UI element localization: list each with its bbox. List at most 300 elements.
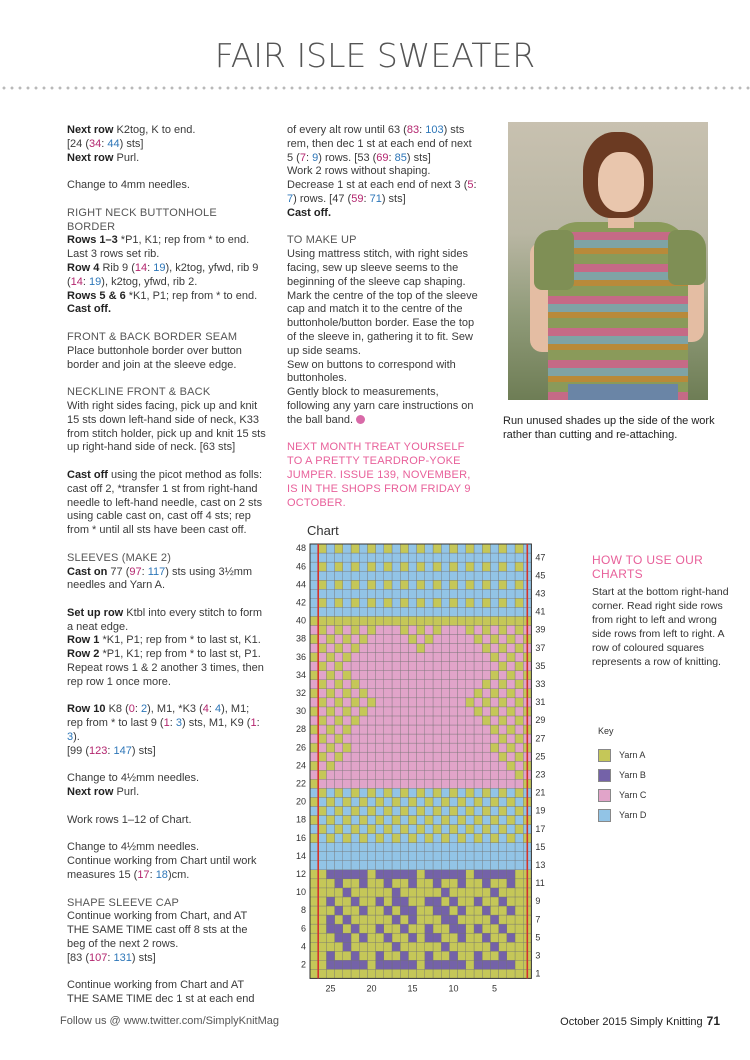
chart-cell (408, 598, 416, 607)
chart-cell (359, 951, 367, 960)
chart-cell (408, 843, 416, 852)
chart-cell (408, 797, 416, 806)
chart-cell (310, 969, 318, 978)
chart-cell (482, 635, 490, 644)
chart-cell (376, 897, 384, 906)
how-to-box (592, 553, 732, 669)
chart-cell (392, 933, 400, 942)
chart-cell (310, 571, 318, 580)
chart-cell (449, 625, 457, 634)
chart-cell (351, 725, 359, 734)
size-value: 107 (89, 951, 108, 964)
row-label: Set up row (67, 606, 124, 619)
chart-cell (490, 897, 498, 906)
chart-cell (499, 571, 507, 580)
chart-cell (433, 707, 441, 716)
chart-cell (417, 816, 425, 825)
chart-cell (359, 553, 367, 562)
chart-cell (441, 924, 449, 933)
chart-cell (392, 906, 400, 915)
chart-cell (515, 915, 523, 924)
chart-cell (343, 897, 351, 906)
tick-label: 3 (535, 950, 541, 961)
chart-cell (326, 716, 334, 725)
chart-cell (458, 825, 466, 834)
chart-cell (417, 635, 425, 644)
chart-cell (376, 770, 384, 779)
text: ), M1; rep from * to last 9 ( (67, 703, 250, 730)
chart-cell (515, 562, 523, 571)
chart-cell (400, 915, 408, 924)
chart-cell (417, 888, 425, 897)
chart-cell (359, 716, 367, 725)
chart-cell (384, 834, 392, 843)
chart-cell (335, 607, 343, 616)
chart-cell (515, 580, 523, 589)
chart-cell (367, 635, 375, 644)
chart-cell (376, 698, 384, 707)
chart-cell (359, 625, 367, 634)
chart-cell (490, 644, 498, 653)
chart-cell (318, 644, 326, 653)
chart-cell (507, 580, 515, 589)
chart-cell (425, 797, 433, 806)
chart-cell (392, 734, 400, 743)
chart-cell (335, 562, 343, 571)
chart-cell (326, 924, 334, 933)
size-value: 83 (406, 124, 420, 136)
chart-cell (417, 562, 425, 571)
chart-cell (507, 644, 515, 653)
chart-cell (384, 625, 392, 634)
chart-cell (466, 843, 474, 852)
text: ) sts, M1, K9 ( (181, 717, 251, 730)
chart-cell (499, 698, 507, 707)
chart-cell (335, 698, 343, 707)
chart-cell (417, 716, 425, 725)
chart-cell (474, 897, 482, 906)
chart-cell (351, 825, 359, 834)
chart-cell (433, 662, 441, 671)
chart-cell (335, 743, 343, 752)
chart-cell (359, 825, 367, 834)
chart-cell (326, 743, 334, 752)
chart-cell (359, 671, 367, 680)
chart-cell (441, 779, 449, 788)
chart-cell (474, 879, 482, 888)
chart-cell (359, 960, 367, 969)
text: *K1, P1; rep from * to end. (125, 289, 258, 302)
tick-label: 41 (535, 606, 546, 617)
chart-cell (490, 707, 498, 716)
chart-cell (458, 644, 466, 653)
chart-cell (376, 779, 384, 788)
size-value: 7 (287, 192, 294, 205)
chart-cell (458, 707, 466, 716)
chart-cell (384, 607, 392, 616)
tick-label: 8 (300, 905, 306, 916)
chart-cell (458, 951, 466, 960)
tick-label: 16 (295, 832, 306, 843)
chart-cell (490, 770, 498, 779)
size-value: 71 (369, 192, 382, 205)
text: Change to 4½mm needles. (67, 841, 200, 854)
chart-cell (417, 897, 425, 906)
chart-cell (359, 607, 367, 616)
chart-cell (482, 852, 490, 861)
chart-cell (482, 752, 490, 761)
chart-cell (408, 752, 416, 761)
text: [83 ( (67, 951, 90, 964)
chart-cell (515, 752, 523, 761)
tick-label: 6 (300, 923, 306, 934)
chart-cell (507, 770, 515, 779)
chart-cell (433, 843, 441, 852)
chart-cell (343, 825, 351, 834)
chart-cell (490, 960, 498, 969)
chart-cell (367, 861, 375, 870)
chart-cell (433, 680, 441, 689)
chart-cell (499, 553, 507, 562)
chart-cell (466, 662, 474, 671)
chart-cell (482, 607, 490, 616)
chart-cell (392, 924, 400, 933)
chart-cell (417, 653, 425, 662)
chart-cell (343, 915, 351, 924)
chart-cell (392, 589, 400, 598)
chart-cell (408, 725, 416, 734)
chart-cell (343, 906, 351, 915)
chart-cell (425, 553, 433, 562)
chart-cell (351, 625, 359, 634)
chart-cell (433, 806, 441, 815)
chart-cell (425, 644, 433, 653)
chart-cell (351, 834, 359, 843)
chart-cell (474, 816, 482, 825)
chart-cell (474, 843, 482, 852)
chart-cell (326, 915, 334, 924)
chart-cell (359, 571, 367, 580)
chart-cell (351, 788, 359, 797)
chart-cell (335, 870, 343, 879)
chart-cell (482, 580, 490, 589)
chart-cell (343, 788, 351, 797)
chart-cell (474, 797, 482, 806)
chart-cell (318, 662, 326, 671)
chart-cell (441, 734, 449, 743)
chart-cell (490, 716, 498, 725)
chart-cell (507, 761, 515, 770)
tick-label: 26 (295, 742, 306, 753)
chart-cell (474, 698, 482, 707)
chart-cell (326, 571, 334, 580)
chart-cell (417, 761, 425, 770)
chart-cell (482, 553, 490, 562)
chart-cell (335, 924, 343, 933)
chart-cell (449, 562, 457, 571)
chart-cell (359, 707, 367, 716)
chart-cell (433, 861, 441, 870)
chart-cell (392, 644, 400, 653)
chart-cell (376, 689, 384, 698)
chart-cell (482, 906, 490, 915)
chart-cell (466, 698, 474, 707)
chart-cell (376, 562, 384, 571)
chart-cell (425, 924, 433, 933)
chart-cell (318, 653, 326, 662)
chart-cell (343, 607, 351, 616)
chart-cell (466, 553, 474, 562)
chart-cell (310, 915, 318, 924)
chart-cell (499, 580, 507, 589)
chart-cell (376, 843, 384, 852)
chart-cell (425, 951, 433, 960)
chart-cell (376, 888, 384, 897)
chart-cell (425, 607, 433, 616)
chart-cell (433, 598, 441, 607)
chart-cell (384, 870, 392, 879)
chart-cell (400, 635, 408, 644)
chart-cell (458, 580, 466, 589)
chart-cell (490, 662, 498, 671)
chart-cell (408, 942, 416, 951)
chart-cell (376, 734, 384, 743)
chart-cell (433, 625, 441, 634)
chart-cell (326, 960, 334, 969)
chart-cell (507, 562, 515, 571)
chart-cell (367, 806, 375, 815)
chart-cell (466, 635, 474, 644)
size-value: 59 (351, 192, 364, 205)
chart-cell (482, 924, 490, 933)
chart-cell (441, 879, 449, 888)
chart-cell (310, 761, 318, 770)
chart-cell (318, 816, 326, 825)
chart-cell (335, 662, 343, 671)
chart-cell (343, 879, 351, 888)
size-value: 19 (89, 275, 102, 288)
chart-cell (343, 544, 351, 553)
chart-cell (482, 969, 490, 978)
chart-cell (408, 888, 416, 897)
swatch-yarn-a (598, 749, 611, 762)
key-title: Key (598, 726, 614, 736)
chart-cell (441, 589, 449, 598)
chart-cell (441, 716, 449, 725)
size-value: 131 (113, 951, 132, 964)
chart-cell (326, 942, 334, 951)
row-label: Next row (67, 151, 114, 164)
chart-cell (474, 716, 482, 725)
chart-cell (310, 734, 318, 743)
chart-cell (507, 951, 515, 960)
chart-cell (376, 861, 384, 870)
chart-cell (408, 834, 416, 843)
chart-cell (441, 553, 449, 562)
size-value: 9 (312, 151, 319, 164)
chart-cell (449, 870, 457, 879)
key-label: Yarn D (619, 810, 647, 820)
chart-cell (417, 725, 425, 734)
chart-cell (515, 969, 523, 978)
chart-cell (408, 616, 416, 625)
chart-cell (466, 816, 474, 825)
chart-cell (507, 716, 515, 725)
chart-cell (318, 580, 326, 589)
text: : (169, 717, 176, 730)
chart-cell (499, 843, 507, 852)
chart-cell (515, 653, 523, 662)
chart-cell (335, 879, 343, 888)
chart-cell (482, 779, 490, 788)
text: Rib 9 ( (99, 261, 135, 274)
chart-cell (433, 960, 441, 969)
chart-cell (490, 553, 498, 562)
chart-cell (474, 761, 482, 770)
swatch-yarn-c (598, 789, 611, 802)
chart-cell (507, 879, 515, 888)
chart-cell (466, 743, 474, 752)
chart-cell (449, 834, 457, 843)
chart-cell (441, 770, 449, 779)
key-item (598, 805, 646, 825)
chart-cell (499, 816, 507, 825)
size-value: 69 (376, 151, 389, 164)
paragraph: Work rows 1–12 of Chart. (67, 813, 192, 826)
chart-cell (351, 662, 359, 671)
chart-cell (376, 761, 384, 770)
chart-cell (384, 544, 392, 553)
chart-cell (310, 544, 318, 553)
swatch-yarn-b (598, 769, 611, 782)
chart-cell (507, 816, 515, 825)
chart-cell (326, 589, 334, 598)
chart-cell (359, 635, 367, 644)
chart-cell (384, 635, 392, 644)
chart-cell (466, 779, 474, 788)
chart-cell (335, 825, 343, 834)
chart-cell (392, 915, 400, 924)
chart-cell (482, 861, 490, 870)
chart-cell (376, 625, 384, 634)
chart-cell (449, 716, 457, 725)
chart-cell (376, 589, 384, 598)
chart-cell (326, 761, 334, 770)
chart-cell (515, 779, 523, 788)
chart-cell (425, 653, 433, 662)
chart-cell (376, 797, 384, 806)
chart-cell (367, 725, 375, 734)
chart-cell (359, 816, 367, 825)
chart-cell (376, 598, 384, 607)
chart-cell (433, 725, 441, 734)
chart-cell (441, 942, 449, 951)
chart-cell (408, 924, 416, 933)
chart-cell (417, 779, 425, 788)
chart-cell (392, 707, 400, 716)
chart-cell (310, 797, 318, 806)
chart-cell (400, 879, 408, 888)
chart-cell (417, 825, 425, 834)
section-heading: FRONT & BACK BORDER SEAM (67, 330, 238, 343)
tick-label: 5 (535, 932, 541, 943)
dotted-divider (0, 86, 750, 90)
chart-cell (466, 969, 474, 978)
chart-cell (433, 544, 441, 553)
chart-cell (326, 870, 334, 879)
chart-cell (400, 843, 408, 852)
chart-cell (515, 544, 523, 553)
chart-cell (507, 544, 515, 553)
chart-cell (466, 598, 474, 607)
chart-cell (351, 933, 359, 942)
chart-cell (376, 942, 384, 951)
chart-cell (499, 770, 507, 779)
chart-cell (367, 779, 375, 788)
chart-cell (318, 951, 326, 960)
chart-cell (474, 779, 482, 788)
size-value: 14 (134, 261, 148, 274)
chart-cell (458, 924, 466, 933)
chart-cell (335, 915, 343, 924)
chart-cell (425, 770, 433, 779)
chart-cell (490, 562, 498, 571)
chart-cell (367, 571, 375, 580)
chart-cell (425, 861, 433, 870)
size-value: 3 (67, 731, 74, 744)
chart-cell (433, 580, 441, 589)
chart-cell (318, 969, 326, 978)
tick-label: 20 (295, 796, 306, 807)
chart-cell (482, 544, 490, 553)
chart-cell (408, 680, 416, 689)
chart-cell (343, 616, 351, 625)
text: : (473, 179, 477, 192)
chart-cell (318, 788, 326, 797)
chart-cell (490, 635, 498, 644)
chart-cell (425, 662, 433, 671)
chart-cell (335, 816, 343, 825)
chart-cell (417, 743, 425, 752)
chart-cell (515, 589, 523, 598)
chart-cell (499, 761, 507, 770)
chart-cell (408, 580, 416, 589)
chart-cell (449, 635, 457, 644)
chart-cell (482, 625, 490, 634)
chart-cell (408, 716, 416, 725)
chart-cell (392, 770, 400, 779)
paragraph: With right sides facing, pick up and knit 15 sts down left-hand side of neck, K33 from stitch holder, pick up and knit 15 sts up right-hand side of neck. [63 sts] (67, 399, 266, 454)
chart-cell (400, 607, 408, 616)
chart-cell (326, 689, 334, 698)
chart-cell (343, 843, 351, 852)
chart-cell (425, 689, 433, 698)
chart-cell (433, 553, 441, 562)
tick-label: 45 (535, 570, 546, 581)
chart-cell (376, 716, 384, 725)
chart-cell (458, 553, 466, 562)
text: : (256, 717, 260, 730)
chart-cell (343, 671, 351, 680)
chart-cell (507, 598, 515, 607)
chart-cell (318, 571, 326, 580)
chart-cell (417, 662, 425, 671)
chart-cell (400, 734, 408, 743)
chart-cell (425, 779, 433, 788)
chart-cell (490, 752, 498, 761)
chart-cell (310, 942, 318, 951)
chart-cell (359, 644, 367, 653)
